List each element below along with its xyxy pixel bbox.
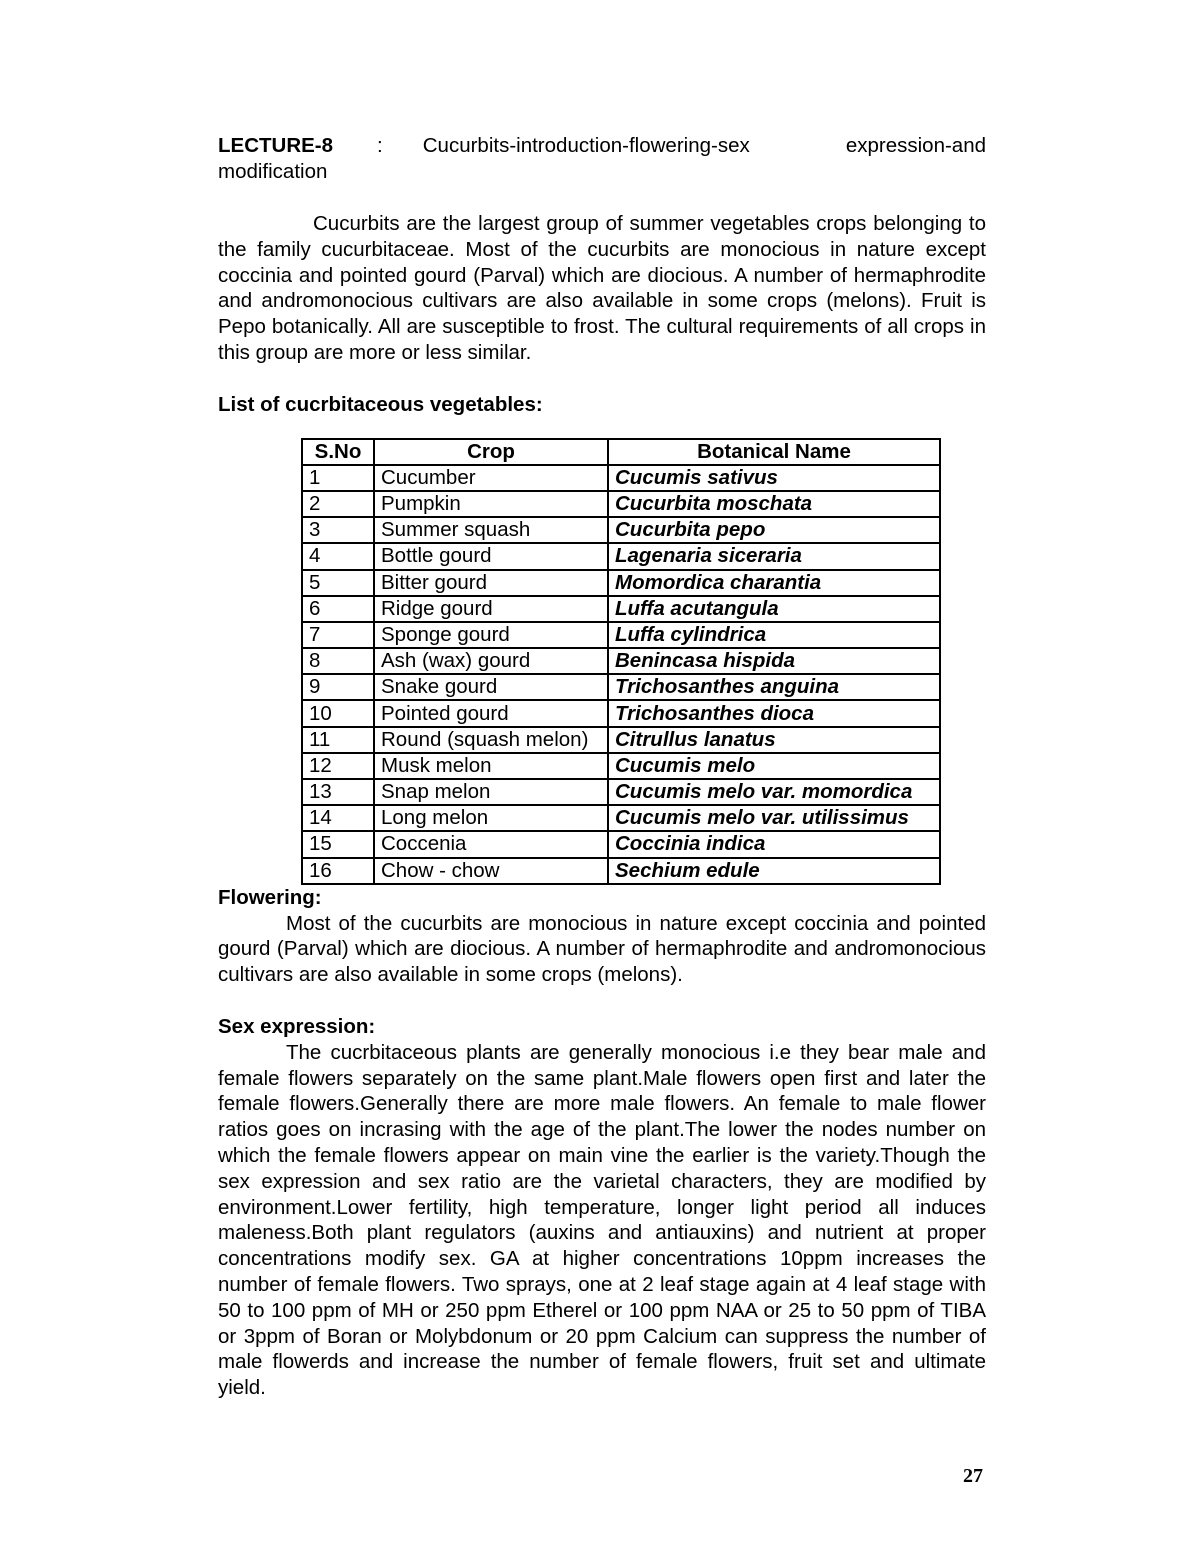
table-row xyxy=(302,648,940,674)
document-page xyxy=(218,133,986,1401)
table-row xyxy=(302,753,940,779)
lecture-title-continuation: modification xyxy=(218,160,328,183)
cell-botanical-name: Citrullus lanatus xyxy=(608,727,940,753)
cell-botanical-name: Cucumis melo var. utilissimus xyxy=(608,805,940,831)
lecture-title xyxy=(423,133,986,159)
cell-crop: Snap melon xyxy=(374,779,608,805)
cell-crop: Bitter gourd xyxy=(374,570,608,596)
cell-sno: 14 xyxy=(302,805,374,831)
header-crop: Crop xyxy=(374,439,608,465)
lecture-title-part-2: expression-and xyxy=(845,134,986,157)
table-row xyxy=(302,570,940,596)
lecture-title-part-1: Cucurbits-introduction-flowering-sex xyxy=(422,134,750,157)
cell-sno: 13 xyxy=(302,779,374,805)
table-row xyxy=(302,727,940,753)
sex-expression-paragraph: The cucrbitaceous plants are generally monocious i.e they bear male and female flowers separately on the same plant.Male flowers open first and later the female flowers.Generally there are more male flowers. An female to male flower ratios goes on incrasing with the age of the plant.The lower the nodes number on which the female flowers appear on main vine the earlier is the variety.Though the sex expression and sex ratio are the varietal characters, they are modified by environment.Lower fertility, high temperature, longer light period all induces maleness.Both plant regulators (auxins and antiauxins) and nutrient at proper concentrations modify sex. GA at higher concentrations 10ppm increases the number of female flowers. Two sprays, one at 2 leaf stage again at 4 leaf stage with 50 to 100 ppm of MH or 250 ppm Etherel or 100 ppm NAA or 25 to 50 ppm of TIBA or 3ppm of Boran or Molybdonum or 20 ppm Calcium can suppress the number of male flowerds and increase the number of female flowers, fruit set and ultimate yield. xyxy=(218,1040,986,1400)
cell-botanical-name: Trichosanthes anguina xyxy=(608,674,940,700)
cell-sno: 10 xyxy=(302,700,374,726)
cell-crop: Ridge gourd xyxy=(374,596,608,622)
lecture-title-line xyxy=(218,133,986,159)
cell-crop: Sponge gourd xyxy=(374,622,608,648)
cell-botanical-name: Cucumis melo xyxy=(608,753,940,779)
table-row xyxy=(302,596,940,622)
table-row xyxy=(302,700,940,726)
cell-botanical-name: Cucumis sativus xyxy=(608,465,940,491)
table-row xyxy=(302,543,940,569)
flowering-paragraph: Most of the cucurbits are monocious in nature except coccinia and pointed gourd (Parval) which are diocious. A number of hermaphrodite and andromonocious cultivars are also available in some crops (melons). xyxy=(218,911,986,987)
lecture-label: LECTURE-8 xyxy=(218,134,334,157)
cell-botanical-name: Momordica charantia xyxy=(608,570,940,596)
table-row xyxy=(302,674,940,700)
cell-crop: Pumpkin xyxy=(374,491,608,517)
cell-sno: 9 xyxy=(302,674,374,700)
cell-sno: 11 xyxy=(302,727,374,753)
cell-crop: Pointed gourd xyxy=(374,700,608,726)
table-row xyxy=(302,491,940,517)
cell-botanical-name: Lagenaria siceraria xyxy=(608,543,940,569)
table-row xyxy=(302,858,940,884)
cell-sno: 7 xyxy=(302,622,374,648)
table-row xyxy=(302,465,940,491)
table-row xyxy=(302,622,940,648)
cell-crop: Summer squash xyxy=(374,517,608,543)
table-body xyxy=(302,465,940,884)
table-row xyxy=(302,805,940,831)
cell-crop: Round (squash melon) xyxy=(374,727,608,753)
cell-crop: Coccenia xyxy=(374,831,608,857)
cell-sno: 12 xyxy=(302,753,374,779)
table-row xyxy=(302,517,940,543)
cell-botanical-name: Cucumis melo var. momordica xyxy=(608,779,940,805)
cell-sno: 16 xyxy=(302,858,374,884)
cell-botanical-name: Luffa acutangula xyxy=(608,596,940,622)
cell-botanical-name: Coccinia indica xyxy=(608,831,940,857)
title-colon: : xyxy=(377,134,383,157)
cell-botanical-name: Benincasa hispida xyxy=(608,648,940,674)
header-sno: S.No xyxy=(302,439,374,465)
cell-crop: Cucumber xyxy=(374,465,608,491)
page-number: 27 xyxy=(963,1465,983,1487)
cell-botanical-name: Sechium edule xyxy=(608,858,940,884)
cell-sno: 5 xyxy=(302,570,374,596)
cell-crop: Ash (wax) gourd xyxy=(374,648,608,674)
table-header-row xyxy=(302,439,940,465)
list-heading: List of cucrbitaceous vegetables: xyxy=(218,392,543,416)
cell-botanical-name: Trichosanthes dioca xyxy=(608,700,940,726)
cell-crop: Snake gourd xyxy=(374,674,608,700)
cell-crop: Chow - chow xyxy=(374,858,608,884)
cell-sno: 2 xyxy=(302,491,374,517)
cell-sno: 15 xyxy=(302,831,374,857)
cell-sno: 6 xyxy=(302,596,374,622)
cell-crop: Bottle gourd xyxy=(374,543,608,569)
cell-botanical-name: Luffa cylindrica xyxy=(608,622,940,648)
flowering-heading: Flowering: xyxy=(218,885,322,909)
cell-botanical-name: Cucurbita moschata xyxy=(608,491,940,517)
header-botanical-name: Botanical Name xyxy=(608,439,940,465)
crops-table xyxy=(301,438,941,885)
table-row xyxy=(302,779,940,805)
cell-botanical-name: Cucurbita pepo xyxy=(608,517,940,543)
cell-sno: 1 xyxy=(302,465,374,491)
cell-crop: Long melon xyxy=(374,805,608,831)
cell-sno: 4 xyxy=(302,543,374,569)
cell-sno: 3 xyxy=(302,517,374,543)
intro-paragraph: Cucurbits are the largest group of summer vegetables crops belonging to the family cucurbitaceae. Most of the cucurbits are monocious in nature except coccinia and pointed gourd (Parval) which are diocious. A number of hermaphrodite and andromonocious cultivars are also available in some crops (melons). Fruit is Pepo botanically. All are susceptible to frost. The cultural requirements of all crops in this group are more or less similar. xyxy=(218,212,986,364)
table-row xyxy=(302,831,940,857)
cell-sno: 8 xyxy=(302,648,374,674)
sex-expression-heading: Sex expression: xyxy=(218,1014,376,1038)
cell-crop: Musk melon xyxy=(374,753,608,779)
